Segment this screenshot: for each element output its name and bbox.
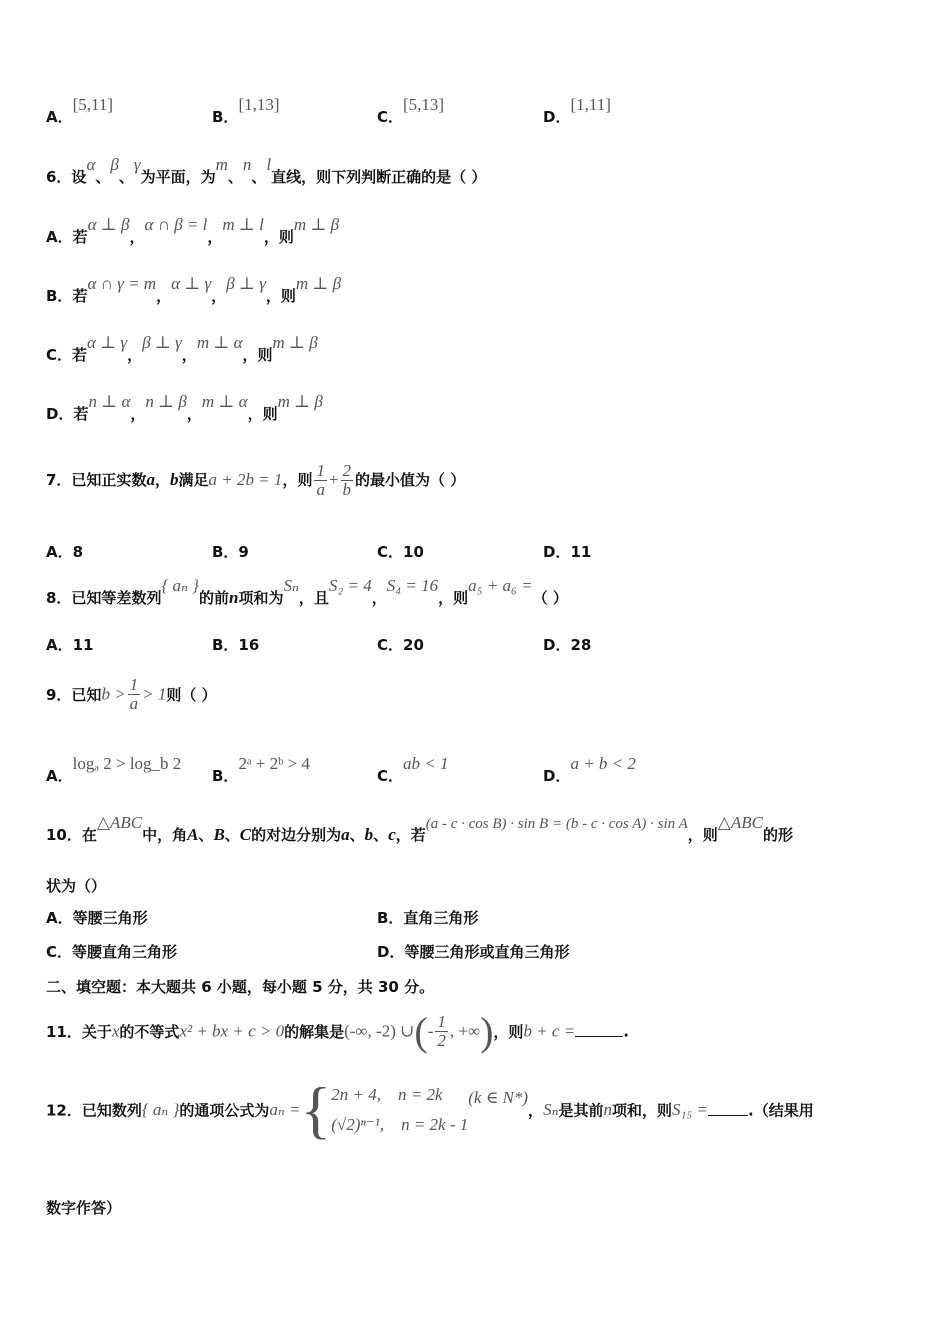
q8-option-a: A．11 xyxy=(46,636,94,654)
q7-option-c: C．10 xyxy=(377,543,424,561)
q5-option-d-math: [1,11] xyxy=(570,95,611,114)
q5-option-c: C．[5,13] xyxy=(377,95,445,126)
q9-option-d: D．a + b < 2 xyxy=(543,754,636,785)
q7-option-d: D．11 xyxy=(543,543,592,561)
q6-option-b: B．若α ∩ γ = m，α ⊥ γ，β ⊥ γ，则m ⊥ β xyxy=(46,274,342,305)
q10-option-c: C．等腰直角三角形 xyxy=(46,943,178,961)
q5-option-b: B．[1,13] xyxy=(212,95,280,126)
q7-fraction-2: $\frac{2}{b}$ xyxy=(342,461,352,499)
q9-fraction: $\frac{1}{a}$ xyxy=(129,675,139,713)
q12-stem: 12．已知数列{ aₙ }的通项公式为aₙ ={ 2n + 4, n = 2k (√2)ⁿ⁻¹, n = 2k - 1 (k ∈ N*)，Sₙ是其前n项和，则S₁₅ = .（结果用 xyxy=(46,1074,814,1145)
q11-answer-blank[interactable] xyxy=(575,1026,623,1037)
q9-option-b: B．2ᵃ + 2ᵇ > 4 xyxy=(212,754,311,785)
q5-option-d: D．[1,11] xyxy=(543,95,611,126)
q6-option-a: A．若α ⊥ β，α ∩ β = l，m ⊥ l，则m ⊥ β xyxy=(46,215,340,246)
q8-option-b: B．16 xyxy=(212,636,260,654)
q8-option-d: D．28 xyxy=(543,636,592,654)
q7-option-b: B．9 xyxy=(212,543,249,561)
q12-piecewise: { 2n + 4, n = 2k (√2)ⁿ⁻¹, n = 2k - 1 xyxy=(300,1074,469,1145)
q12-answer-blank[interactable] xyxy=(708,1105,748,1116)
section-heading-fill-in: 二、填空题：本大题共 6 小题，每小题 5 分，共 30 分。 xyxy=(46,978,435,996)
q9-option-a: A．logₐ 2 > log_b 2 xyxy=(46,754,182,785)
q11-stem: 11．关于x的不等式x² + bx + c > 0的解集是(-∞, -2) ∪(- $\frac{1}{2}$ , +∞)，则b + c = . xyxy=(46,1009,629,1054)
q6-option-c: C．若α ⊥ γ，β ⊥ γ，m ⊥ α，则m ⊥ β xyxy=(46,333,318,364)
q6-stem: 6．设α、β、γ为平面，为m、n、l直线，则下列判断正确的是（ ） xyxy=(46,155,487,186)
q8-stem: 8．已知等差数列{ aₙ }的前n项和为Sₙ，且S₂ = 4，S₄ = 16，则a₅ + a₆ =（ ） xyxy=(46,576,568,607)
q11-fraction: $\frac{1}{2}$ xyxy=(437,1012,446,1050)
q10-option-b: B．直角三角形 xyxy=(377,909,479,927)
q8-option-c: C．20 xyxy=(377,636,424,654)
q10-stem-continued: 状为（） xyxy=(46,877,107,895)
q7-stem: 7．已知正实数a，b满足a + 2b = 1，则 $\frac{1}{a}$ + $\frac{2}{b}$ 的最小值为（ ） xyxy=(46,461,466,499)
q9-option-c: C．ab < 1 xyxy=(377,754,449,785)
q9-stem: 9．已知b > $\frac{1}{a}$ > 1则（ ） xyxy=(46,675,217,713)
q5-option-b-math: [1,13] xyxy=(238,95,280,114)
q10-option-a: A．等腰三角形 xyxy=(46,909,148,927)
q5-option-c-math: [5,13] xyxy=(403,95,445,114)
q5-option-a: A．[5,11] xyxy=(46,95,114,126)
q5-option-a-math: [5,11] xyxy=(72,95,114,114)
q10-stem: 10．在△ABC中，角A、B、C的对边分别为a、b、c，若(a - c · cos B) · sin B = (b - c · cos A) · sin A，则△ABC的形 xyxy=(46,813,793,844)
q6-option-d: D．若n ⊥ α，n ⊥ β，m ⊥ α，则m ⊥ β xyxy=(46,392,323,423)
q10-option-d: D．等腰三角形或直角三角形 xyxy=(377,943,570,961)
q7-option-a: A．8 xyxy=(46,543,84,561)
q7-fraction-1: $\frac{1}{a}$ xyxy=(316,461,325,499)
q12-stem-continued: 数字作答） xyxy=(46,1199,122,1217)
